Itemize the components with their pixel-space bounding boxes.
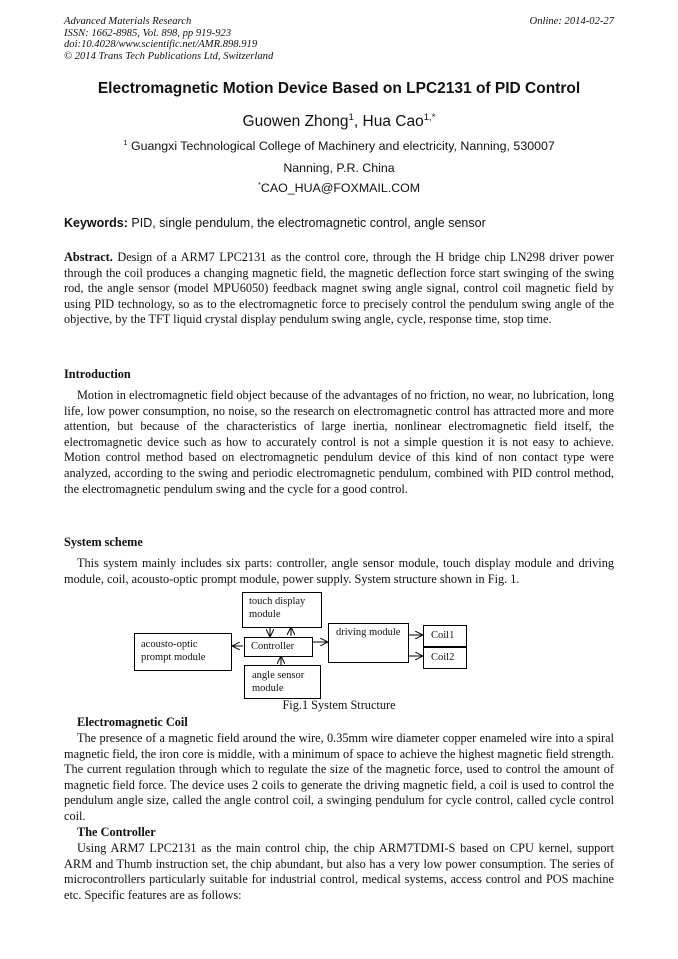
journal-header [64, 16, 273, 62]
affiliation-text: Guangxi Technological College of Machinery and electricity, Nanning, 530007 [127, 139, 555, 153]
email-sup: * [257, 179, 261, 189]
controller-section-heading: The Controller [77, 825, 156, 839]
online-date: Online: 2014-02-27 [529, 16, 614, 27]
email: CAO_HUA@FOXMAIL.COM [260, 181, 421, 195]
figure-1-caption: Fig.1 System Structure [282, 698, 396, 712]
author-2: Hua Cao [362, 113, 424, 130]
figure-1-diagram [0, 590, 678, 700]
controller-section-text: Using ARM7 LPC2131 as the main control chip, the chip ARM7TDMI-S based on CPU kernel, support ARM and Thumb instruction set, the chip abundant, but also has a very low power consumption. The series of microcontrollers particularly suitable for industrial control, medical systems, access control and POS machine etc. Specific features are as follows: [64, 841, 614, 902]
introduction-heading: Introduction [64, 367, 131, 381]
paper-title: Electromagnetic Motion Device Based on LPC2131 of PID Control [97, 80, 581, 97]
abstract [64, 250, 614, 328]
abstract-text: Design of a ARM7 LPC2131 as the control core, through the H bridge chip LN298 driver power through the coil produces a changing magnetic field, the magnetic deflection force start swinging of the swing rod, the angle sensor (model MPU6050) feedback magnet swing angle signal, control coil magnetic field by using PID technology, so as to the electromagnetic force to precisely control the pendulum swing angle of the objective, by the TFT liquid crystal display pendulum swing angle, cycle, response time, stop time. [64, 250, 614, 327]
author-separator: , [353, 113, 363, 130]
system-scheme-text: This system mainly includes six parts: controller, angle sensor module, touch display module and driving module, coil, acousto-optic prompt module, power supply. System structure shown in Fig. 1. [64, 556, 614, 586]
affiliation-sup: 1 [123, 137, 128, 147]
affiliation-line-1 [0, 139, 678, 153]
driving-module-box: driving module [328, 623, 409, 663]
copyright-line: © 2014 Trans Tech Publications Ltd, Switzerland [64, 50, 274, 62]
email-line [0, 181, 678, 195]
coil-section-heading: Electromagnetic Coil [77, 715, 188, 729]
keywords-text: PID, single pendulum, the electromagnetic control, angle sensor [127, 216, 486, 230]
doi-line: doi:10.4028/www.scientific.net/AMR.898.919 [64, 39, 258, 50]
author-2-sup: 1,* [423, 111, 436, 123]
author-1-sup: 1 [348, 111, 354, 123]
controller-box: Controller [244, 637, 313, 657]
abstract-label: Abstract. [64, 250, 113, 264]
coil1-box: Coil1 [423, 625, 467, 647]
author-1: Guowen Zhong [242, 113, 349, 130]
introduction-text: Motion in electromagnetic field object because of the advantages of no friction, no wear, no lubrication, long life, low power consumption, no noise, so the research on electromagnetic control has attracted more and more attention, but because of the characteristics of large inertia, nonlinear electromagnetic field itself, the electromagnetic device such as how to accurately control is not a simple question it is not easy to achieve. Motion control method based on electromagnetic pendulum device of this kind of non contact type were analyzed, according to the swing and periodic electromagnetic pendulum, combined with PID control method, the electromagnetic pendulum swing and the cycle for a good control. [64, 388, 614, 496]
keywords [64, 216, 486, 230]
acousto-optic-module-box: acousto-optic prompt module [134, 633, 232, 671]
keywords-label: Keywords: [64, 216, 128, 230]
coil2-box: Coil2 [423, 647, 467, 669]
journal-name: Advanced Materials Research [64, 16, 192, 27]
issn-line: ISSN: 1662-8985, Vol. 898, pp 919-923 [64, 27, 232, 39]
touch-display-module-box: touch display module [242, 592, 322, 628]
coil-section-text: The presence of a magnetic field around the wire, 0.35mm wire diameter copper enameled wire into a spiral magnetic field, the iron core is middle, with a minimum of space to achieve the highest magnetic field strength. The current regulation through which to regulate the size of the magnetic force, used to control the amount of magnetic field force. The device uses 2 coils to generate the driving magnetic field, a coil is used to control the pendulum angle size, called the angle control coil, a swinging pendulum for cycle control, called cycle control coil. [64, 731, 614, 823]
author-line [0, 113, 678, 131]
affiliation-line-2: Nanning, P.R. China [283, 161, 395, 175]
angle-sensor-module-box: angle sensor module [244, 665, 321, 699]
system-scheme-heading: System scheme [64, 535, 143, 549]
